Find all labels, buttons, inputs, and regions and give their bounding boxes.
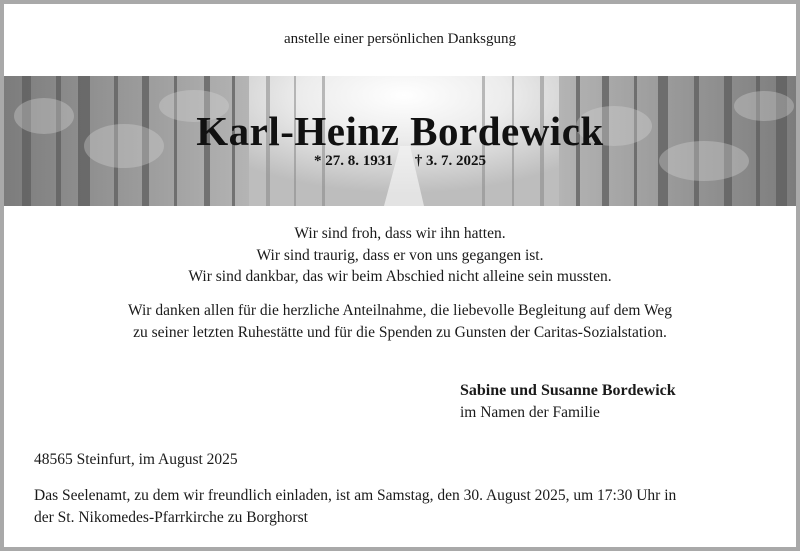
thanks-line: Wir danken allen für die herzliche Anteilnahme, die liebevolle Begleitung auf dem Weg	[127, 302, 673, 319]
birth-date: * 27. 8. 1931	[314, 153, 393, 169]
signature	[460, 380, 676, 424]
requiem-line: Das Seelenamt, zu dem wir freundlich einladen, ist am Samstag, den 30. August 2025, um 17:30 Uhr in	[34, 487, 677, 504]
place-date: 48565 Steinfurt, im August 2025	[34, 451, 238, 468]
verse-line: Wir sind dankbar, das wir beim Abschied nicht alleine sein mussten.	[188, 268, 612, 285]
life-dates	[4, 153, 796, 170]
thanks-text	[4, 300, 796, 343]
intro-line: anstelle einer persönlichen Danksgung	[283, 31, 516, 47]
verse-line: Wir sind traurig, dass er von uns gegangen ist.	[256, 246, 544, 264]
verse	[4, 223, 796, 288]
signature-on-behalf: im Namen der Familie	[460, 404, 600, 421]
verse-line: Wir sind froh, dass wir ihn hatten.	[294, 225, 506, 242]
requiem-info	[34, 485, 774, 528]
deceased-name: Karl-Heinz Bordewick	[196, 108, 604, 154]
death-date: † 3. 7. 2025	[414, 153, 486, 169]
signature-names: Sabine und Susanne Bordewick	[460, 382, 676, 399]
thanks-line: zu seiner letzten Ruhestätte und für die Spenden zu Gunsten der Caritas-Sozialstation.	[133, 323, 667, 341]
requiem-line: der St. Nikomedes-Pfarrkirche zu Borghorst	[34, 508, 308, 526]
